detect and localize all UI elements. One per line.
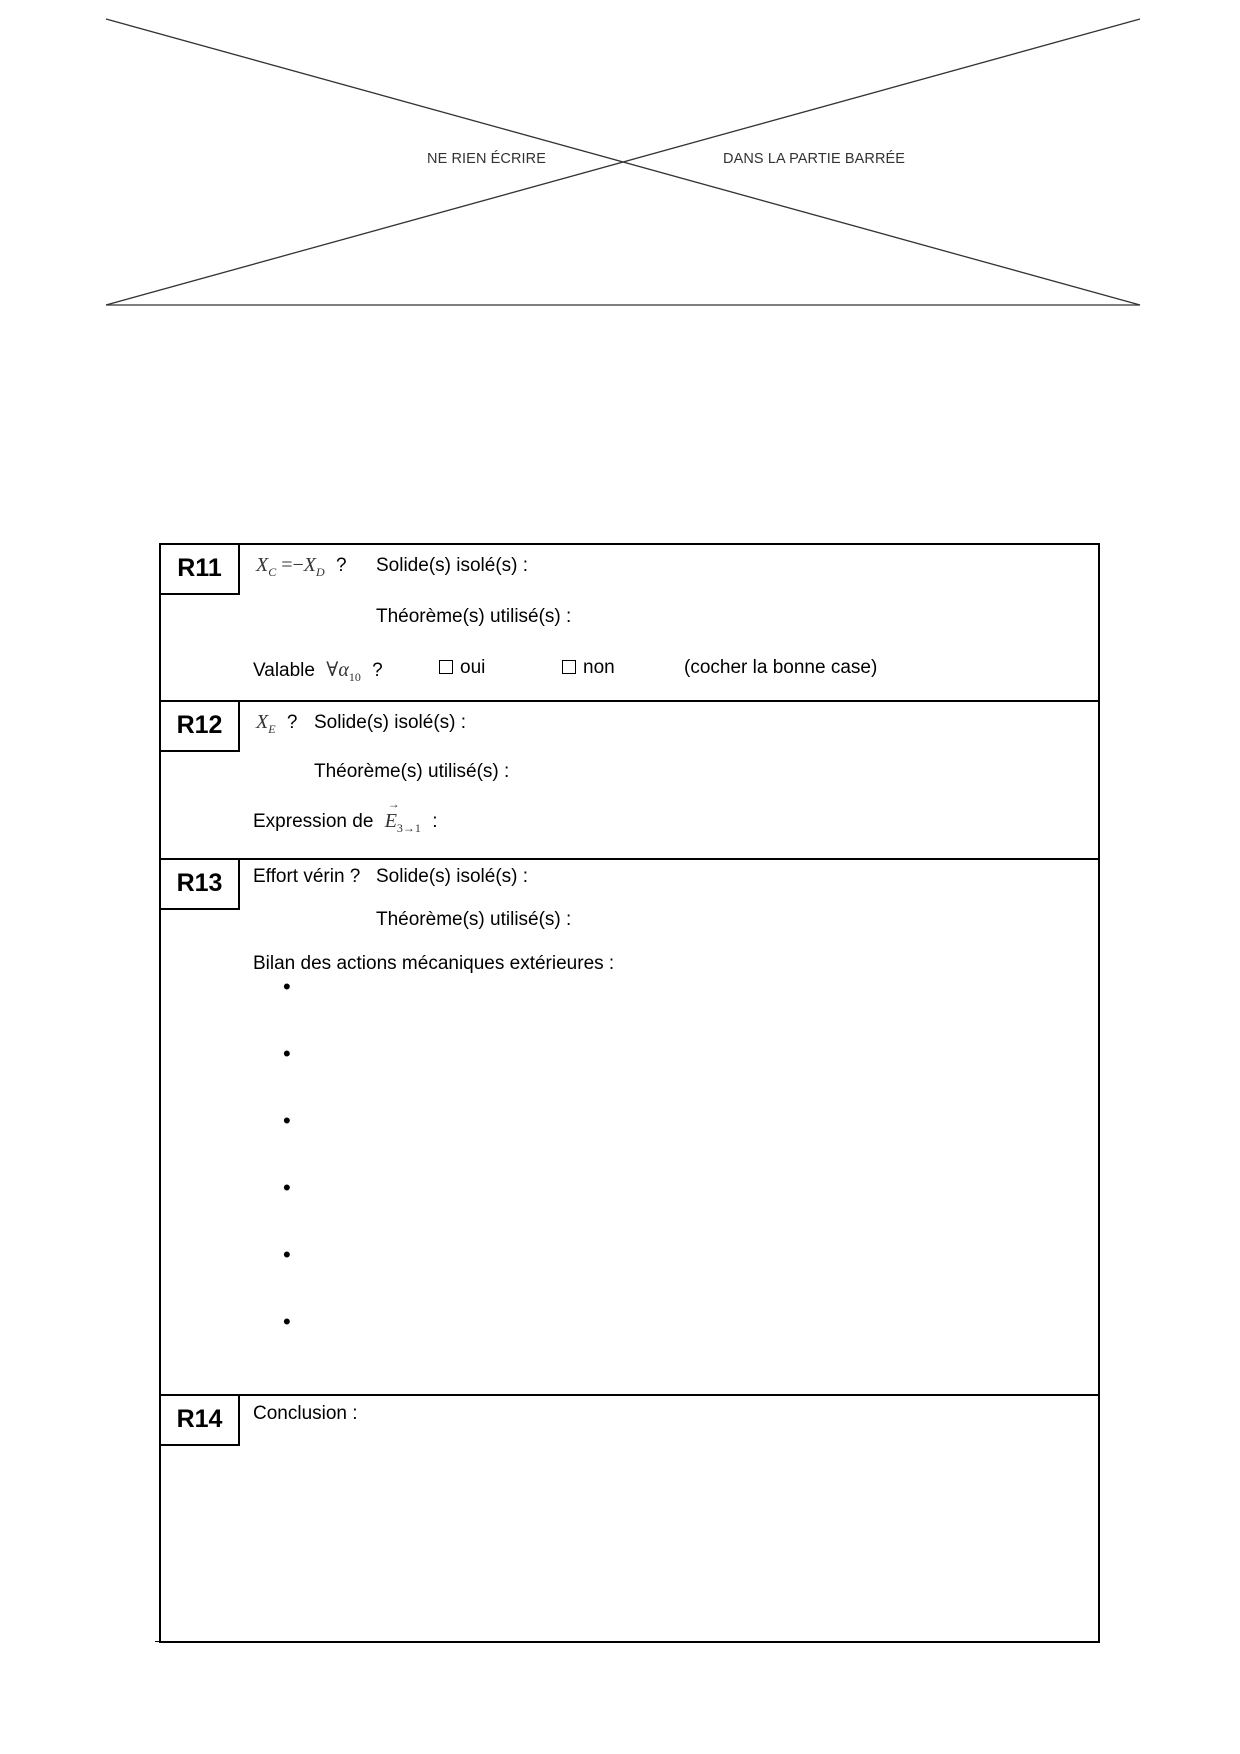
r13-bullet-6[interactable]: •: [283, 1309, 291, 1334]
r13-bullet-4[interactable]: •: [283, 1175, 291, 1200]
r11-c-sub: C: [268, 565, 277, 579]
r11-d-sub: D: [316, 565, 325, 579]
r11-xd: X: [303, 554, 317, 576]
r12-expression-line[interactable]: [253, 810, 437, 836]
r13-bullet-1[interactable]: •: [283, 974, 291, 999]
r11-non-label: non: [583, 657, 615, 678]
section-r14: [161, 1394, 1098, 1640]
r11-oui-option[interactable]: [439, 657, 485, 679]
r12-expression-label: Expression de: [253, 811, 374, 832]
r11-valable: Valable: [253, 660, 315, 681]
r13-solides[interactable]: Solide(s) isolé(s) :: [376, 866, 529, 887]
r11-solides[interactable]: Solide(s) isolé(s) :: [376, 555, 529, 576]
r14-conclusion[interactable]: Conclusion :: [253, 1403, 358, 1424]
checkbox-oui[interactable]: [439, 660, 453, 674]
r13-theoremes[interactable]: Théorème(s) utilisé(s) :: [376, 909, 572, 930]
r13-bullet-5[interactable]: •: [283, 1242, 291, 1267]
r11-valable-line: [253, 657, 383, 685]
r12-expression: [256, 711, 297, 737]
section-r13: [161, 858, 1098, 1394]
r11-question-mark-2: ?: [372, 660, 383, 681]
label-r11: R11: [161, 545, 240, 595]
r12-vec-sub: 3→1: [396, 821, 421, 835]
r13-bullet-2[interactable]: •: [283, 1041, 291, 1066]
r11-question-mark: ?: [335, 555, 347, 576]
r11-theoremes[interactable]: Théorème(s) utilisé(s) :: [376, 606, 572, 627]
r11-minus: −: [292, 554, 304, 576]
r12-question-mark: ?: [286, 712, 298, 733]
label-r12: R12: [161, 702, 240, 752]
answer-table: [159, 543, 1100, 1643]
r11-forall: ∀: [326, 659, 339, 681]
section-r11: [161, 545, 1098, 700]
footer-rule: [155, 1641, 385, 1642]
barred-left-text: NE RIEN ÉCRIRE: [427, 151, 547, 167]
r13-effort-verin: Effort vérin ?: [253, 866, 361, 887]
barred-area-cross: [0, 0, 1240, 320]
r11-alpha-sub: 10: [348, 670, 361, 684]
barred-right-text: DANS LA PARTIE BARRÉE: [723, 151, 906, 167]
label-r13: R13: [161, 860, 240, 910]
checkbox-non[interactable]: [562, 660, 576, 674]
r13-bilan: Bilan des actions mécaniques extérieures :: [253, 953, 615, 974]
r11-eq: =: [281, 554, 293, 576]
r12-e-sub: E: [268, 722, 276, 736]
r12-vec-e: → E: [385, 810, 397, 833]
r13-bullet-3[interactable]: •: [283, 1108, 291, 1133]
r11-alpha: α: [338, 659, 349, 681]
section-r12: [161, 700, 1098, 858]
r11-oui-label: oui: [460, 657, 486, 678]
r12-theoremes[interactable]: Théorème(s) utilisé(s) :: [314, 761, 510, 782]
label-r14: R14: [161, 1396, 240, 1446]
r12-colon: :: [432, 811, 438, 832]
r12-x: X: [256, 711, 269, 733]
r12-solides[interactable]: Solide(s) isolé(s) :: [314, 712, 467, 733]
r11-expression: [256, 554, 347, 580]
r11-cocher-hint: (cocher la bonne case): [684, 657, 878, 678]
r11-non-option[interactable]: [562, 657, 615, 679]
r11-xc: X: [256, 554, 269, 576]
